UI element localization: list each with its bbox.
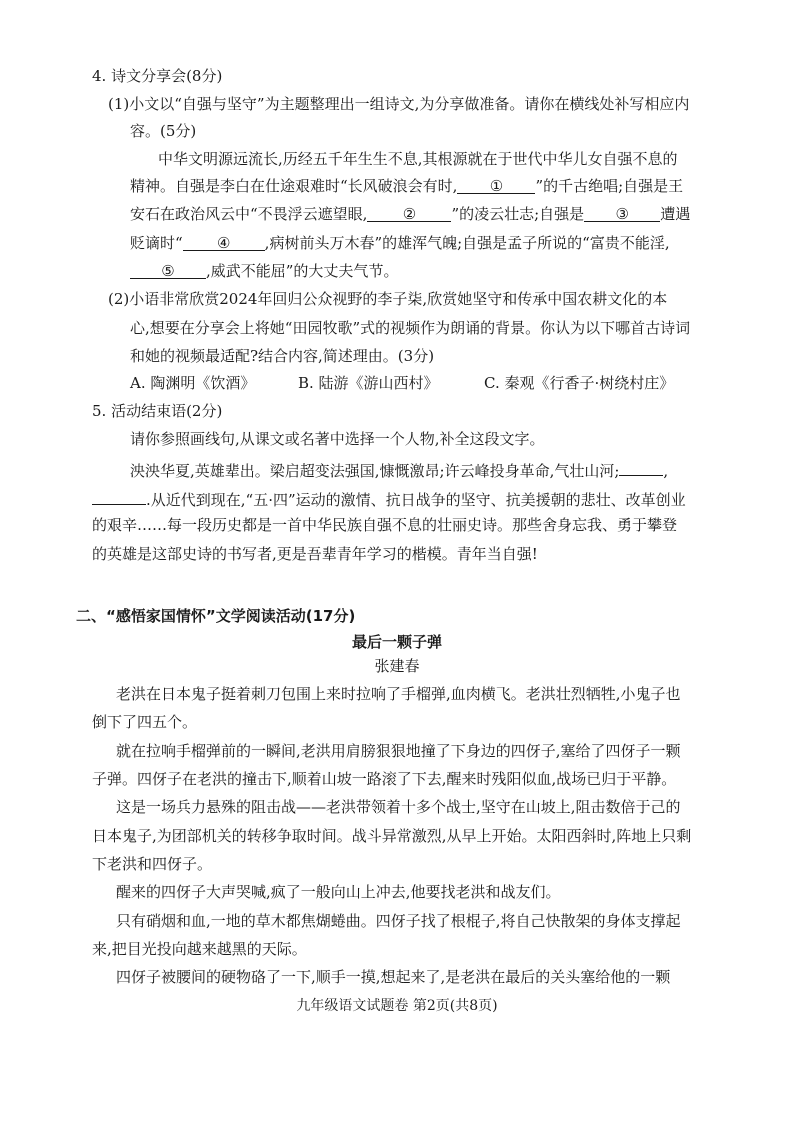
passage-line (130, 233, 670, 253)
story-line: 老洪在日本鬼子挺着刺刀包围上来时拉响了手榴弹,血肉横飞。老洪壮烈牺牲,小鬼子也 (116, 685, 681, 703)
passage-line (130, 261, 398, 281)
q4-part1-text-cont: 容。(5分) (130, 122, 197, 140)
passage-text: 遭遇 (660, 205, 691, 223)
passage-text: .从近代到现在,“五·四”运动的激情、抗日战争的坚守、抗美援朝的悲壮、改革创业 (146, 491, 686, 509)
story-line: 来,把目光投向越来越黑的天际。 (92, 940, 307, 958)
page-footer: 九年级语文试题卷 第2页(共8页) (296, 998, 498, 1014)
passage-text: ”的千古绝唱;自强是王 (535, 177, 684, 195)
section-heading: 二、“感悟家国情怀”文学阅读活动(17分) (76, 607, 356, 625)
story-line: 这是一场兵力悬殊的阻击战——老洪带领着十多个战士,坚守在山坡上,阻击数倍于己的 (116, 798, 681, 816)
q4-part2-text-cont: 和她的视频最适配?结合内容,简述理由。(3分) (130, 347, 435, 365)
story-line: 倒下了四五个。 (92, 713, 198, 731)
option-a[interactable]: A. 陶渊明《饮酒》 (130, 374, 256, 392)
passage-text: 贬谪时“ (130, 234, 183, 252)
story-author: 张建春 (374, 657, 420, 675)
passage-text: 泱泱华夏,英雄辈出。梁启超变法强国,慷慨激昂;许云峰投身革命,气壮山河; (130, 462, 620, 480)
passage-text: ,威武不能屈”的大丈夫气节。 (206, 262, 399, 280)
passage-line: 中华文明源远流长,历经五千年生生不息,其根源就在于世代中华儿女自强不息的 (158, 150, 678, 168)
option-c[interactable]: C. 秦观《行香子·树绕村庄》 (484, 374, 675, 392)
passage-text: 精神。自强是李白在仕途艰难时“长风破浪会有时, (130, 177, 458, 195)
q5-instruction: 请你参照画线句,从课文或名著中选择一个人物,补全这段文字。 (130, 430, 545, 448)
fill-blank-5[interactable]: ⑤ (130, 261, 206, 279)
story-line: 就在拉响手榴弹前的一瞬间,老洪用肩膀狠狠地撞了下身边的四伢子,塞给了四伢子一颗 (116, 742, 681, 760)
q5-title: 5. 活动结束语(2分) (92, 402, 223, 420)
fill-blank-q5b[interactable] (92, 487, 146, 505)
fill-blank-1[interactable]: ① (457, 176, 535, 194)
q4-part2-text-cont: 心,想要在分享会上将她“田园牧歌”式的视频作为朗诵的背景。你认为以下哪首古诗词 (130, 319, 691, 337)
q5-passage-line (92, 487, 686, 510)
story-line: 醒来的四伢子大声哭喊,疯了一般向山上冲去,他要找老洪和战友们。 (116, 883, 561, 901)
story-title: 最后一颗子弹 (351, 633, 442, 651)
fill-blank-2[interactable]: ② (367, 204, 451, 222)
q4-title: 4. 诗文分享会(8分) (92, 67, 223, 85)
fill-blank-3[interactable]: ③ (584, 204, 660, 222)
q4-part2-text: (2)小语非常欣赏2024年回归公众视野的李子柒,欣赏她坚守和传承中国农耕文化的本 (108, 290, 668, 308)
passage-text: 安石在政治风云中“不畏浮云遮望眼, (130, 205, 368, 223)
fill-blank-4[interactable]: ④ (183, 233, 265, 251)
passage-text: ,病树前头万木春”的雄浑气魄;自强是孟子所说的“富贵不能淫, (264, 234, 670, 252)
fill-blank-q5a[interactable] (619, 458, 663, 476)
q5-passage-line (130, 458, 668, 481)
passage-line (130, 204, 690, 224)
passage-text: , (663, 462, 669, 480)
story-line: 子弹。四伢子在老洪的撞击下,顺着山坡一路滚了下去,醒来时残阳似血,战场已归于平静。 (92, 770, 677, 788)
option-b[interactable]: B. 陆游《游山西村》 (298, 374, 439, 392)
q4-part1-text: (1)小文以“自强与坚守”为主题整理出一组诗文,为分享做准备。请你在横线处补写相应内 (108, 95, 690, 113)
story-line: 四伢子被腰间的硬物硌了一下,顺手一摸,想起来了,是老洪在最后的关头塞给他的一颗 (116, 968, 671, 986)
story-line: 下老洪和四伢子。 (92, 855, 213, 873)
passage-text: ”的凌云壮志;自强是 (451, 205, 585, 223)
story-line: 日本鬼子,为团部机关的转移争取时间。战斗异常激烈,从早上开始。太阳西斜时,阵地上只剩 (92, 827, 692, 845)
q5-passage-line: 的英雄是这部史诗的书写者,更是吾辈青年学习的楷模。青年当自强! (92, 545, 538, 563)
passage-line (130, 176, 683, 196)
q5-passage-line: 的艰辛……每一段历史都是一首中华民族自强不息的壮丽史诗。那些舍身忘我、勇于攀登 (92, 516, 678, 534)
story-line: 只有硝烟和血,一地的草木都焦煳蜷曲。四伢子找了根棍子,将自己快散架的身体支撑起 (116, 912, 681, 930)
